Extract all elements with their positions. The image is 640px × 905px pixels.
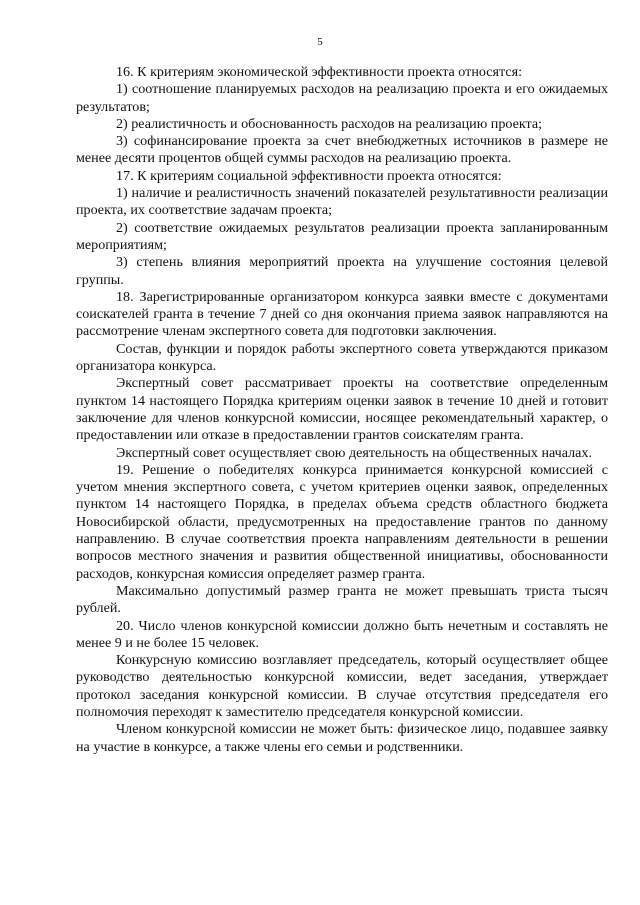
- paragraph-18-council-composition: Состав, функции и порядок работы экспертного совета утверждаются приказом организатора конкурса.: [76, 340, 608, 375]
- paragraph-18-council-public-basis: Экспертный совет осуществляет свою деятельность на общественных началах.: [116, 444, 593, 461]
- paragraph-20-chairman: Конкурсную комиссию возглавляет председатель, который осуществляет общее руководство деятельностью конкурсной комиссии, ведет заседания, утверждает протокол заседания конкурсной комиссии. В случае отсутствия председателя его полномочия переходят к заместителю председателя конкурсной комиссии.: [76, 652, 608, 720]
- paragraph-20: 20. Число членов конкурсной комиссии должно быть нечетным и составлять не менее 9 и не более 15 человек.: [76, 617, 608, 651]
- paragraph-16-heading: 16. К критериям экономической эффективности проекта относятся:: [116, 64, 522, 80]
- paragraph-18: 18. Зарегистрированные организатором конкурса заявки вместе с документами соискателей гранта в течение 7 дней со дня окончания приема заявок направляются на рассмотрение членам экспертного совета для подготовки заключения.: [76, 288, 608, 340]
- paragraph-17-heading: 17. К критериям социальной эффективности проекта относятся:: [116, 167, 502, 184]
- paragraph-16-item-2: 2) реалистичность и обоснованность расходов на реализацию проекта;: [116, 115, 542, 132]
- paragraph-16-item-3: 3) софинансирование проекта за счет внебюджетных источников в размере не менее десяти процентов общей суммы расходов на реализацию проекта.: [76, 133, 608, 167]
- page-number: 5: [317, 36, 323, 48]
- paragraph-19-max-grant: Максимально допустимый размер гранта не может превышать триста тысяч рублей.: [76, 582, 608, 617]
- paragraph-17-item-1: 1) наличие и реалистичность значений показателей результативности реализации проекта, их соответствие задачам проекта;: [76, 185, 608, 219]
- paragraph-17-item-2: 2) соответствие ожидаемых результатов реализации проекта запланированным мероприятиям;: [76, 219, 608, 253]
- paragraph-18-council-review: Экспертный совет рассматривает проекты на соответствие определенным пунктом 14 настоящего Порядка критериям оценки заявок в течение 10 дней и готовит заключение для членов конкурсной комиссии, носящее рекомендательный характер, о предоставлении или отказе в предоставлении грантов соискателям гранта.: [76, 375, 608, 444]
- paragraph-20-member-restriction: Членом конкурсной комиссии не может быть: физическое лицо, подавшее заявку на участие в конкурсе, а также члены его семьи и родственники.: [76, 721, 608, 755]
- paragraph-19: 19. Решение о победителях конкурса принимается конкурсной комиссией с учетом мнения экспертного совета, с учетом критериев оценки заявок, определенных пунктом 14 настоящего Порядка, в пределах объема средств областного бюджета Новосибирской области, предусмотренных на предоставление грантов по данному направлению. В случае соответствия проекта направлениям деятельности в решении вопросов местного значения и развития общественной инициативы, обоснованности расходов, конкурсная комиссия определяет размер гранта.: [76, 461, 608, 582]
- paragraph-17-item-3: 3) степень влияния мероприятий проекта на улучшение состояния целевой группы.: [76, 254, 608, 288]
- paragraph-16-item-1: 1) соотношение планируемых расходов на реализацию проекта и его ожидаемых результатов;: [76, 81, 608, 115]
- document-body: [76, 64, 608, 756]
